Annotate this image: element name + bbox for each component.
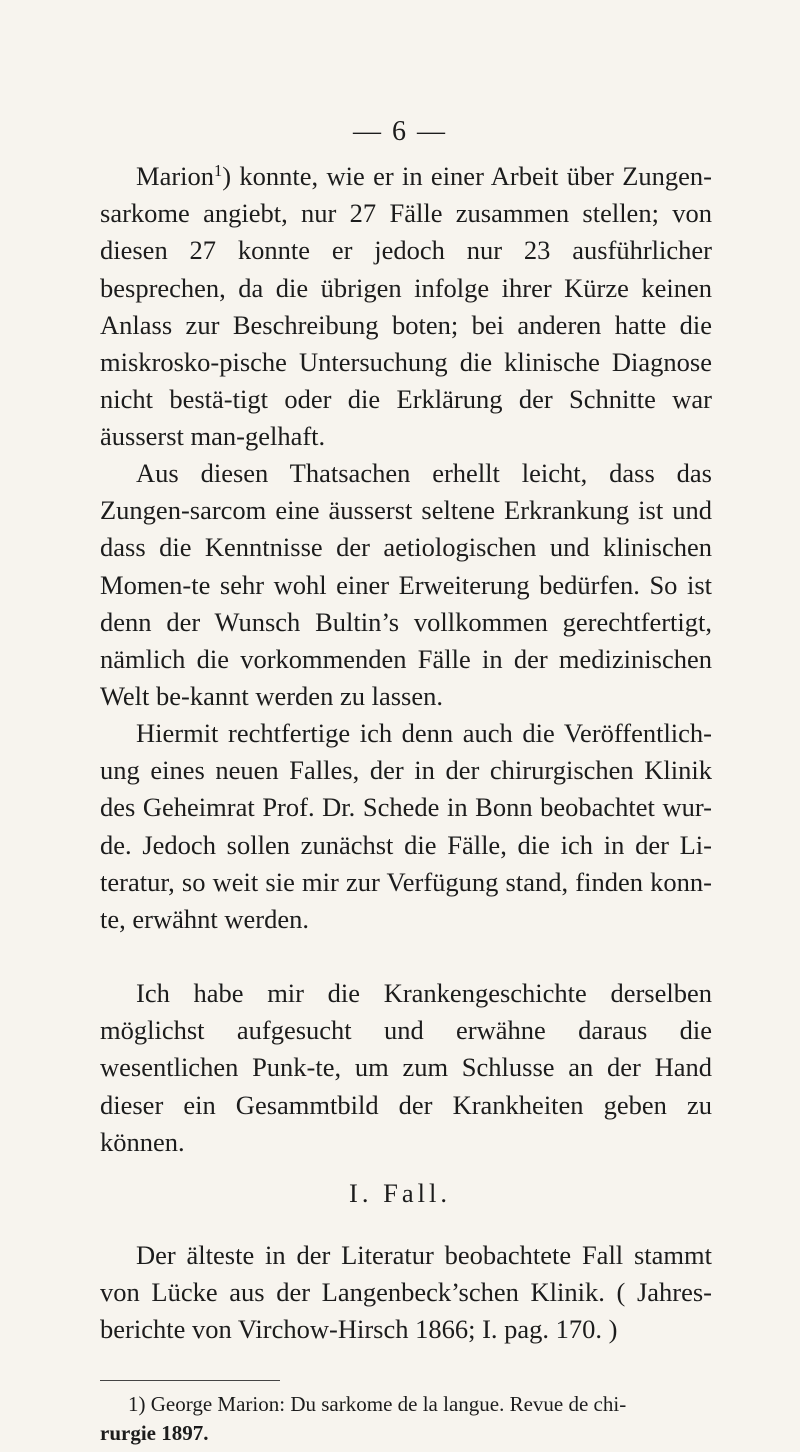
paragraph-4-text: Ich habe mir die Krankengeschichte derselben möglichst aufgesucht und erwähne daraus die wesentlichen Punk-te, um zum Schlusse an der Hand dieser ein Gesammtbild der Krankheiten geben zu können. (100, 978, 712, 1157)
paragraph-1-text: ) konnte, wie er in einer Arbeit über Zungen-sarkome angiebt, nur 27 Fälle zusammen stellen; von diesen 27 konnte er jedoch nur 23 ausführlicher besprechen, da die übrigen infolge ihrer Kürze keinen Anlass zur Beschreibung boten; bei anderen hatte die miskrosko-pische Untersuchung die klinische Diagnose nicht bestä-tigt oder die Erklärung der Schnitte war äusserst man-gelhaft. (100, 161, 712, 452)
footnote-reference: 1 (214, 160, 223, 180)
paragraph-3-text: Hiermit rechtfertige ich denn auch die Veröffentlich-ung eines neuen Falles, der in der chirurgischen Klinik des Geheimrat Prof. Dr. Schede in Bonn beobachtet wur-de. Jedoch sollen zunächst die Fälle, die ich in der Li-teratur, so weit sie mir zur Verfügung stand, finden konn-te, erwähnt werden. (100, 718, 712, 935)
section-heading: I. Fall. (349, 1178, 451, 1208)
footnote-text-end: rurgie 1897. (100, 1421, 209, 1445)
page-number: — 6 — (353, 116, 447, 147)
paragraph-4 (100, 975, 712, 1161)
paragraph-2-text: Aus diesen Thatsachen erhellt leicht, dass das Zungen-sarcom eine äusserst seltene Erkrankung ist und dass die Kenntnisse der aetiologischen und klinischen Momen-te sehr wohl einer Erweiterung bedürfen. So ist denn der Wunsch Bultin’s vollkommen gerechtfertigt, nämlich die vorkommenden Fälle in der medizinischen Welt be-kannt werden zu lassen. (100, 458, 712, 712)
paragraph-1 (100, 158, 712, 456)
footnote-text: George Marion: Du sarkome de la langue. Revue de chi- (145, 1392, 627, 1416)
footnote (100, 1390, 712, 1448)
paragraph-2 (100, 455, 712, 715)
section-paragraph-text: Der älteste in der Literatur beobachtete Fall stammt von Lücke aus der Langenbeck’schen Klinik. ( Jahres-berichte von Virchow-Hirsch 1866; I. pag. 170. ) (100, 1240, 712, 1345)
paragraph-3 (100, 715, 712, 938)
footnote-divider (100, 1380, 280, 1381)
paragraph-1-lead: Marion (136, 161, 215, 191)
section-paragraph (100, 1237, 712, 1349)
footnote-marker: 1) (128, 1392, 146, 1416)
